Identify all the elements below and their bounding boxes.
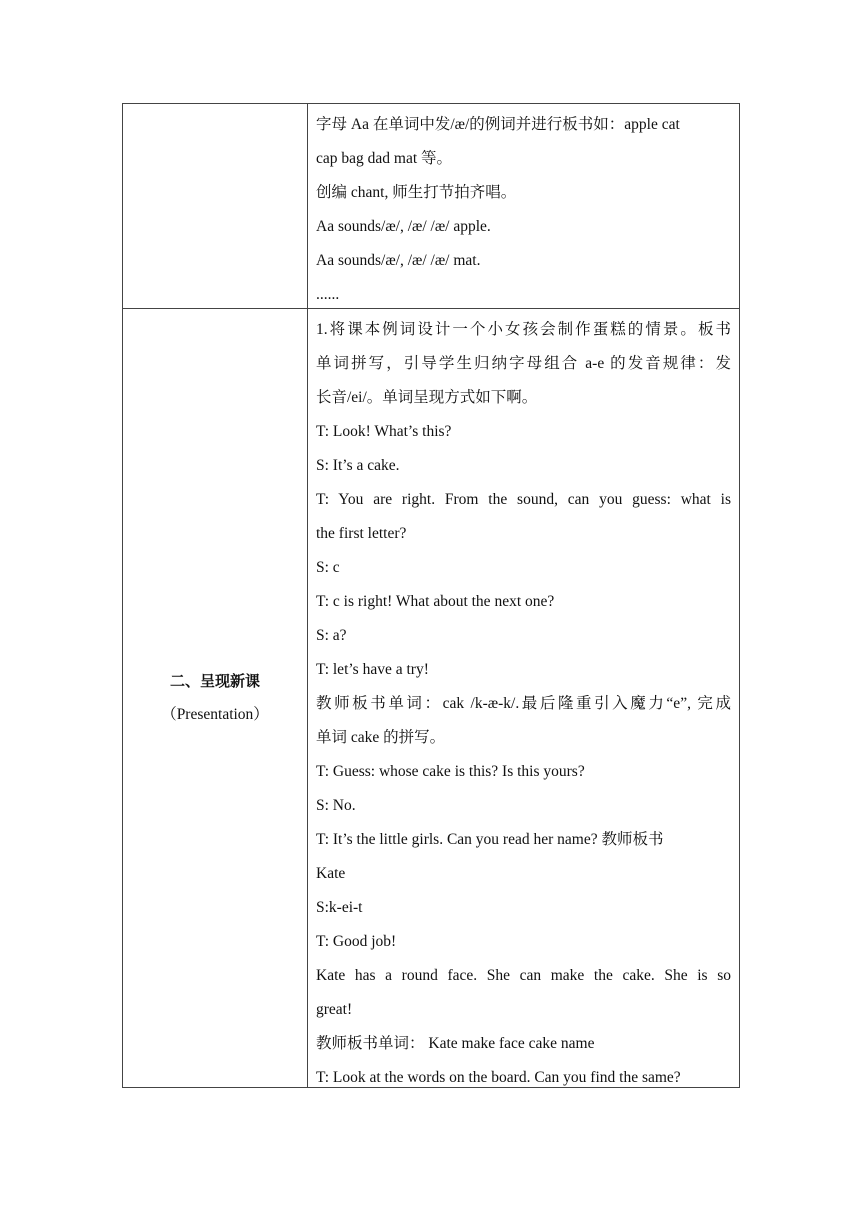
content-line: T: let’s have a try! — [316, 661, 429, 678]
content-line: T: It’s the little girls. Can you read her name? 教师板书 — [316, 831, 664, 848]
content-line: 创编 chant, 师生打节拍齐唱。 — [316, 184, 517, 201]
content-line: T: Look! What’s this? — [316, 423, 452, 440]
content-line: cap bag dad mat 等。 — [316, 150, 453, 167]
stage-cell — [123, 104, 308, 309]
content-line: S: It’s a cake. — [316, 457, 400, 474]
content-line: 单词拼写，引导学生归纳字母组合 a-e 的发音规律：发 — [316, 355, 731, 372]
stage-cell — [123, 309, 308, 1088]
table-row — [123, 309, 740, 1088]
content-line: Aa sounds/æ/, /æ/ /æ/ apple. — [316, 218, 491, 235]
content-line: S: a? — [316, 627, 347, 644]
content-line: T: Guess: whose cake is this? Is this yours? — [316, 763, 585, 780]
stage-subtitle: （Presentation） — [161, 706, 269, 723]
stage-title: 二、呈现新课 — [169, 672, 260, 690]
content-line: T: Look at the words on the board. Can you find the same? — [316, 1069, 681, 1086]
content-line: T: Good job! — [316, 933, 397, 950]
content-line: Kate — [316, 865, 346, 882]
content-line: Kate has a round face. She can make the cake. She is so — [316, 967, 731, 984]
lesson-plan-table — [122, 103, 740, 1088]
content-line: S:k-ei-t — [316, 899, 363, 916]
content-line: T: You are right. From the sound, can you guess: what is — [316, 491, 731, 508]
content-cell — [308, 104, 740, 309]
table-row — [123, 104, 740, 309]
content-line: S: No. — [316, 797, 356, 814]
content-line: T: c is right! What about the next one? — [316, 593, 555, 610]
content-line: 单词 cake 的拼写。 — [316, 729, 446, 746]
content-line: the first letter? — [316, 525, 407, 542]
content-line: 教师板书单词：cak /k-æ-k/.最后隆重引入魔力“e”, 完成 — [316, 695, 731, 712]
content-line: Aa sounds/æ/, /æ/ /æ/ mat. — [316, 252, 481, 269]
content-line: 长音/ei/。单词呈现方式如下啊。 — [316, 389, 538, 406]
content-line: 教师板书单词： Kate make face cake name — [316, 1035, 595, 1052]
content-line: 字母 Aa 在单词中发/æ/的例词并进行板书如：apple cat — [316, 116, 680, 133]
content-line: ...... — [316, 286, 340, 303]
content-line: S: c — [316, 559, 340, 576]
content-cell — [308, 309, 740, 1088]
content-line: great! — [316, 1001, 353, 1018]
content-line: 1.将课本例词设计一个小女孩会制作蛋糕的情景。板书 — [316, 321, 731, 338]
